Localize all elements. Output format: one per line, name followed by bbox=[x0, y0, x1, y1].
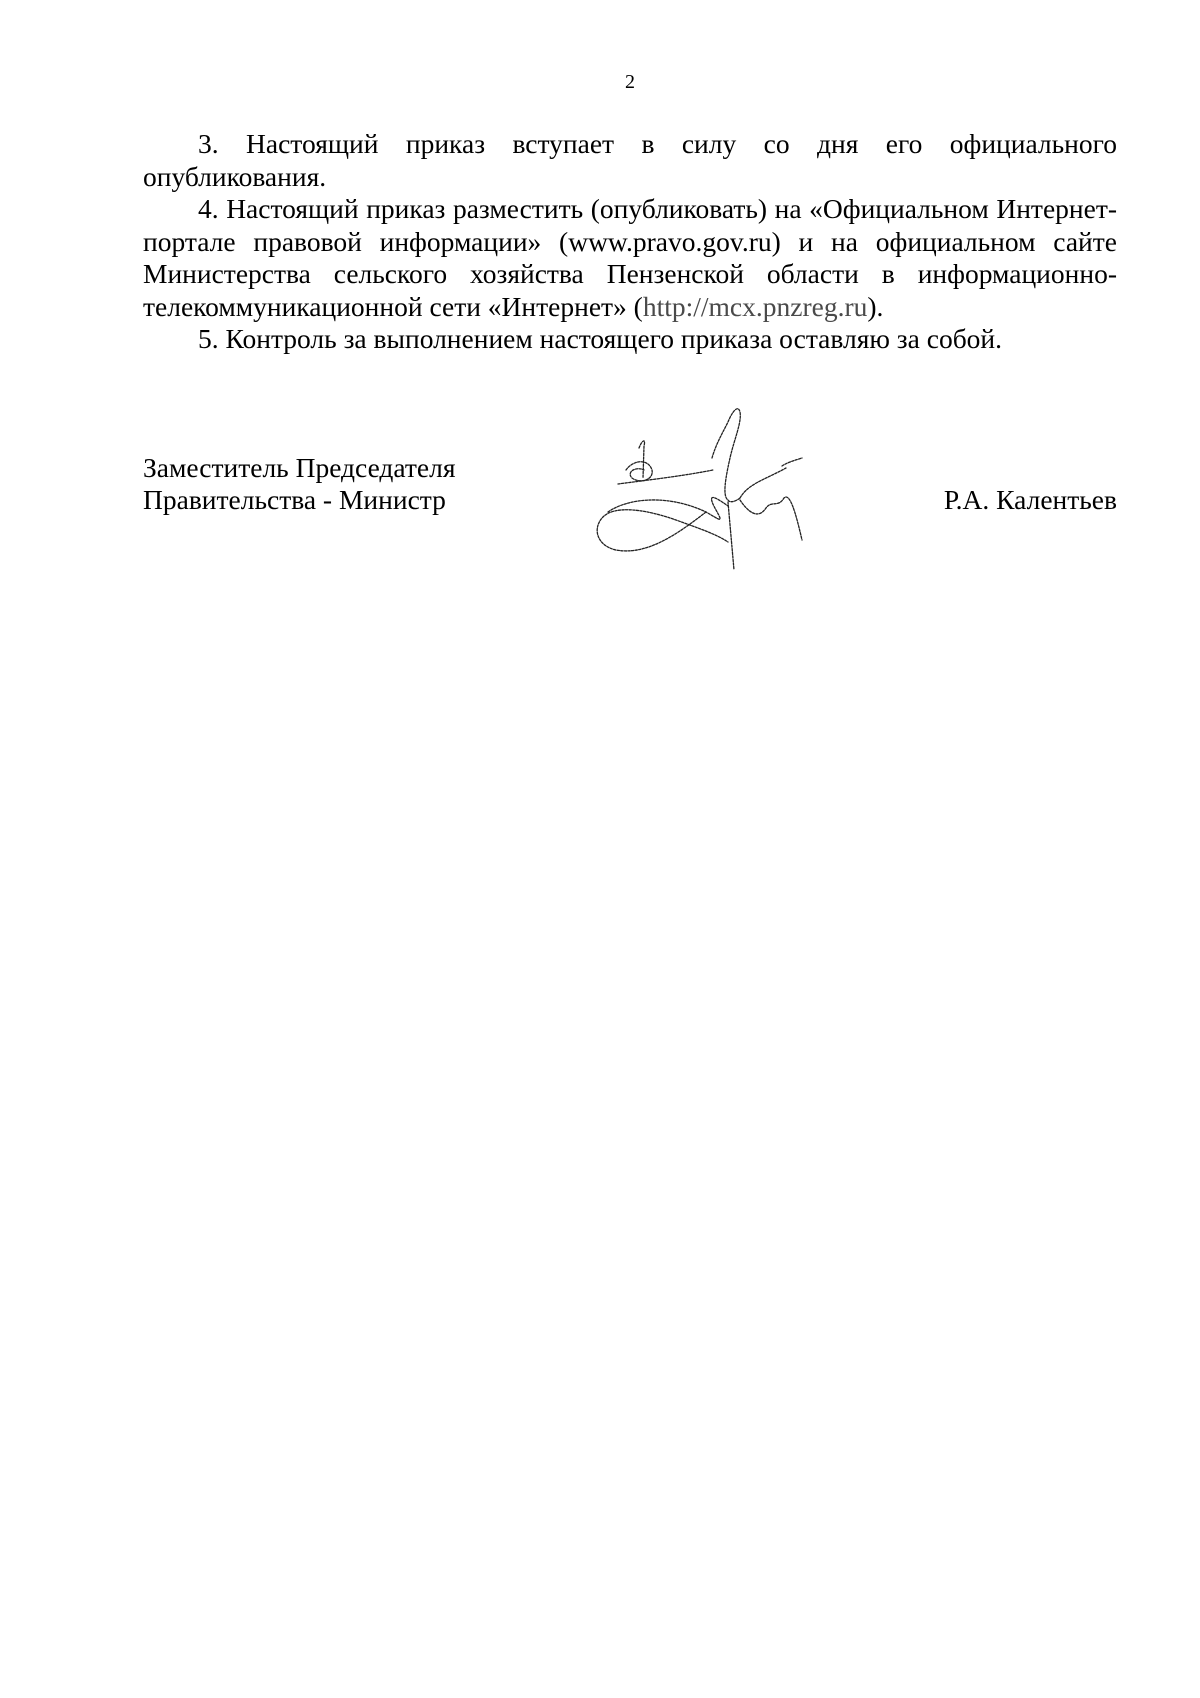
signer-name: Р.А. Калентьев bbox=[943, 484, 1117, 515]
paragraph-4 bbox=[143, 193, 1117, 323]
signer-position-line-1: Заместитель Председателя bbox=[143, 452, 456, 483]
paragraph-4-text: 4. Настоящий приказ разместить (опубликовать) на «Официальном Интернет-портале правовой информации» (www.pravo.gov.ru) и на официальном сайте Министерства сельского хозяйства Пензенской области в информационно-телекоммуникационной сети «Интернет» ( bbox=[143, 193, 1117, 322]
paragraph-3: 3. Настоящий приказ вступает в силу со дня его официального опубликования. bbox=[143, 128, 1117, 192]
paragraph-4-end: ). bbox=[867, 290, 884, 322]
signature-block bbox=[143, 452, 1117, 572]
ministry-site-link: http://mcx.pnzreg.ru bbox=[642, 290, 868, 322]
handwritten-signature bbox=[588, 400, 828, 575]
paragraph-5: 5. Контроль за выполнением настоящего приказа оставляю за собой. bbox=[198, 323, 1003, 354]
document-body bbox=[143, 128, 1117, 356]
signer-position-line-2: Правительства - Министр bbox=[143, 484, 446, 515]
page-number: 2 bbox=[625, 71, 635, 93]
